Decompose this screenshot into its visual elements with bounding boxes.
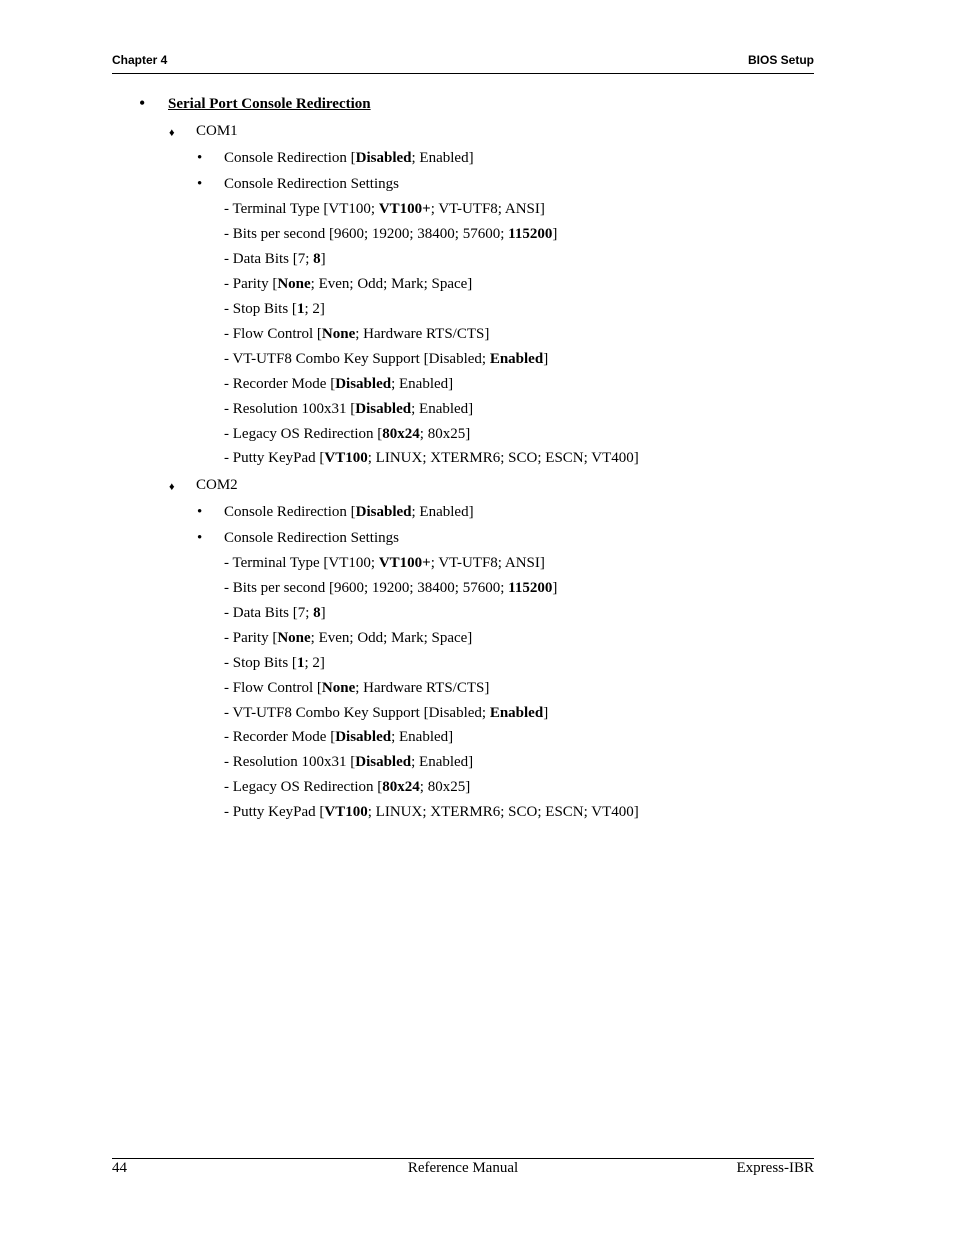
setting-line: - Data Bits [7; 8] xyxy=(224,605,326,621)
list-item: Console Redirection [Disabled; Enabled] xyxy=(224,150,474,166)
setting-line: - Recorder Mode [Disabled; Enabled] xyxy=(224,376,454,392)
bullet-icon: • xyxy=(139,93,146,113)
setting-line: - Flow Control [None; Hardware RTS/CTS] xyxy=(224,326,490,342)
manual-title: Reference Manual xyxy=(407,1160,519,1176)
setting-line: - Stop Bits [1; 2] xyxy=(224,655,325,671)
setting-line: - Flow Control [None; Hardware RTS/CTS] xyxy=(224,680,490,696)
page-header xyxy=(112,52,814,74)
port-name: COM2 xyxy=(196,477,238,493)
port-name: COM1 xyxy=(196,123,238,139)
setting-line: - Legacy OS Redirection [80x24; 80x25] xyxy=(224,779,471,795)
setting-line: - Data Bits [7; 8] xyxy=(224,251,326,267)
bullet-icon: • xyxy=(197,530,203,546)
setting-line: - Bits per second [9600; 19200; 38400; 57600; 115200] xyxy=(224,226,558,242)
setting-line: - Recorder Mode [Disabled; Enabled] xyxy=(224,729,454,745)
diamond-icon: ♦ xyxy=(169,127,175,139)
list-item: Console Redirection Settings xyxy=(224,176,399,192)
section-label: BIOS Setup xyxy=(747,53,814,67)
setting-line: - Bits per second [9600; 19200; 38400; 57600; 115200] xyxy=(224,580,558,596)
product-name: Express-IBR xyxy=(736,1160,814,1176)
diamond-icon: ♦ xyxy=(169,481,175,493)
bullet-icon: • xyxy=(197,504,203,520)
chapter-label: Chapter 4 xyxy=(112,53,168,67)
setting-line: - Terminal Type [VT100; VT100+; VT-UTF8; ANSI] xyxy=(224,201,545,217)
list-item: Console Redirection [Disabled; Enabled] xyxy=(224,504,474,520)
setting-line: - Putty KeyPad [VT100; LINUX; XTERMR6; SCO; ESCN; VT400] xyxy=(224,804,639,820)
setting-line: - Terminal Type [VT100; VT100+; VT-UTF8; ANSI] xyxy=(224,555,545,571)
page-number: 44 xyxy=(112,1160,127,1176)
setting-line: - Parity [None; Even; Odd; Mark; Space] xyxy=(224,276,473,292)
setting-line: - Parity [None; Even; Odd; Mark; Space] xyxy=(224,630,473,646)
bullet-icon: • xyxy=(197,150,203,166)
setting-line: - Resolution 100x31 [Disabled; Enabled] xyxy=(224,754,474,770)
section-title: Serial Port Console Redirection xyxy=(168,96,371,112)
setting-line: - Legacy OS Redirection [80x24; 80x25] xyxy=(224,426,471,442)
list-item: Console Redirection Settings xyxy=(224,530,399,546)
setting-line: - VT-UTF8 Combo Key Support [Disabled; Enabled] xyxy=(224,705,549,721)
setting-line: - Stop Bits [1; 2] xyxy=(224,301,325,317)
bullet-icon: • xyxy=(197,176,203,192)
setting-line: - VT-UTF8 Combo Key Support [Disabled; Enabled] xyxy=(224,351,549,367)
setting-line: - Putty KeyPad [VT100; LINUX; XTERMR6; SCO; ESCN; VT400] xyxy=(224,450,639,466)
page-footer xyxy=(112,1158,814,1183)
setting-line: - Resolution 100x31 [Disabled; Enabled] xyxy=(224,401,474,417)
